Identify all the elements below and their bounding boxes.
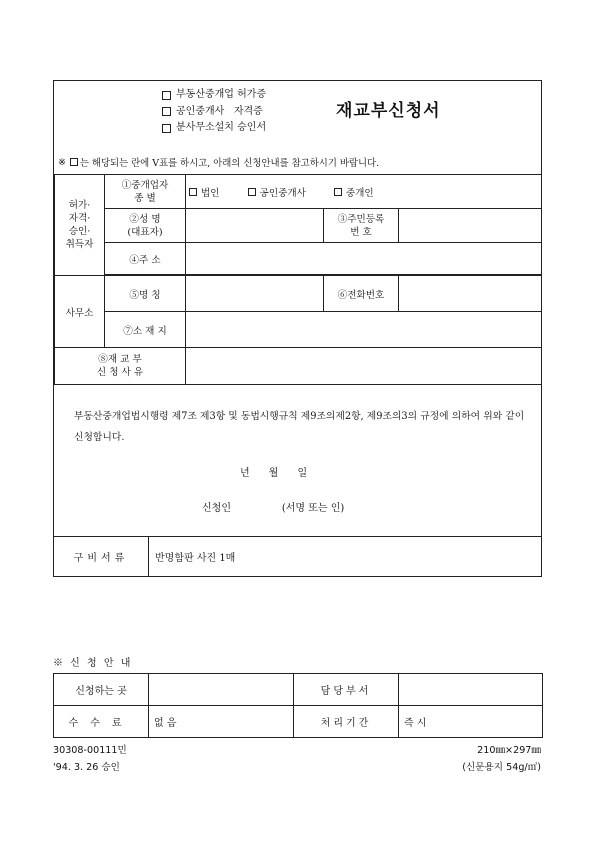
guide-table <box>53 673 543 738</box>
checkbox-icon[interactable] <box>334 188 342 196</box>
instruction-note <box>58 155 379 169</box>
resident-number-label <box>324 209 399 243</box>
type-option-licensed-broker[interactable] <box>248 185 306 199</box>
address-label: ④주 소 <box>105 243 186 275</box>
reason-label <box>55 348 186 385</box>
checkbox-icon[interactable] <box>248 188 256 196</box>
department-value <box>399 674 543 706</box>
label-line: 허가· <box>68 200 91 211</box>
office-name-label: ⑤명 칭 <box>105 276 186 312</box>
phone-field[interactable] <box>399 276 542 312</box>
processing-period-value: 즉 시 <box>399 706 543 738</box>
required-documents-value: 반명함판 사진 1매 <box>155 553 236 564</box>
option-label: 분사무소설치 승인서 <box>176 122 267 133</box>
form-code: 30308-00111민 <box>53 745 127 756</box>
application-date: 년 월 일 <box>240 468 308 479</box>
broker-type-field <box>186 175 542 209</box>
approval-date: '94. 3. 26 승인 <box>53 762 120 773</box>
submit-place-value <box>149 674 294 706</box>
office-name-field[interactable] <box>186 276 324 312</box>
checkbox-icon[interactable] <box>189 188 197 196</box>
label-line: ⑧재 교 부 <box>98 354 142 365</box>
certificate-type-options <box>162 87 266 137</box>
name-label <box>105 209 186 243</box>
checkbox-icon[interactable] <box>162 124 171 133</box>
option-label: 중개인 <box>345 187 374 199</box>
option-branch-approval[interactable] <box>162 120 266 137</box>
required-documents-row <box>54 536 541 576</box>
label-line: 종 별 <box>134 192 156 204</box>
department-label: 담당부서 <box>294 674 399 706</box>
label-line: 취득자 <box>65 239 94 250</box>
label-line: ①중개업자 <box>121 179 169 191</box>
option-label: 부동산중개업 허가증 <box>176 89 267 100</box>
option-license[interactable] <box>162 87 266 104</box>
applicant-signature-line: 신청인 (서명 또는 인) <box>202 503 345 514</box>
instruction-text: 는 해당되는 란에 V표를 하시고, 아래의 신청안내를 참고하시기 바랍니다. <box>79 158 380 169</box>
form-title: 재교부신청서 <box>336 101 441 121</box>
guide-title: ※ 신 청 안 내 <box>53 658 133 669</box>
required-documents-label: 구비서류 <box>54 537 149 576</box>
paper-spec: (신문용지 54g/㎡) <box>462 762 541 773</box>
label-line: 자격· <box>68 213 91 224</box>
checkbox-icon[interactable] <box>162 91 171 100</box>
resident-number-field[interactable] <box>399 209 542 243</box>
address-field[interactable] <box>186 243 542 275</box>
applicant-table <box>54 174 542 385</box>
broker-type-label <box>105 175 186 209</box>
type-option-corporation[interactable] <box>189 185 220 199</box>
label-line: ③주민등록 <box>337 213 385 225</box>
holder-group-label <box>55 175 105 276</box>
option-label: 공인중개사 자격증 <box>176 105 263 117</box>
paper-size: 210㎜×297㎜ <box>477 745 541 756</box>
option-qualification[interactable] <box>162 104 266 121</box>
label-line: 승인· <box>68 226 91 237</box>
reason-field[interactable] <box>186 348 542 385</box>
application-form <box>53 80 542 577</box>
note-mark: ※ <box>58 156 66 168</box>
checkbox-icon <box>70 158 78 166</box>
fee-label: 수수료 <box>54 706 149 738</box>
checkbox-icon[interactable] <box>162 107 171 116</box>
fee-value: 없 음 <box>149 706 294 738</box>
label-line: 신 청 사 유 <box>96 367 144 378</box>
name-field[interactable] <box>186 209 324 243</box>
label-line: 번 호 <box>350 226 372 238</box>
phone-label: ⑥전화번호 <box>324 276 399 312</box>
office-location-label: ⑦소 재 지 <box>105 312 186 348</box>
option-label: 공인중개사 <box>259 187 306 199</box>
submit-place-label: 신청하는 곳 <box>54 674 149 706</box>
label-line: ②성 명 <box>129 213 161 225</box>
office-group-label: 사무소 <box>55 276 105 348</box>
option-label: 법인 <box>201 187 220 199</box>
processing-period-label: 처리기간 <box>294 706 399 738</box>
label-line: (대표자) <box>127 226 163 238</box>
declaration-text: 부동산중개업법시행령 제7조 제3항 및 동법시행규칙 제9조의제2항, 제9조의3의 규정에 의하여 위와 같이 신청합니다. <box>74 411 525 443</box>
type-option-broker[interactable] <box>334 185 374 199</box>
office-location-field[interactable] <box>186 312 542 348</box>
